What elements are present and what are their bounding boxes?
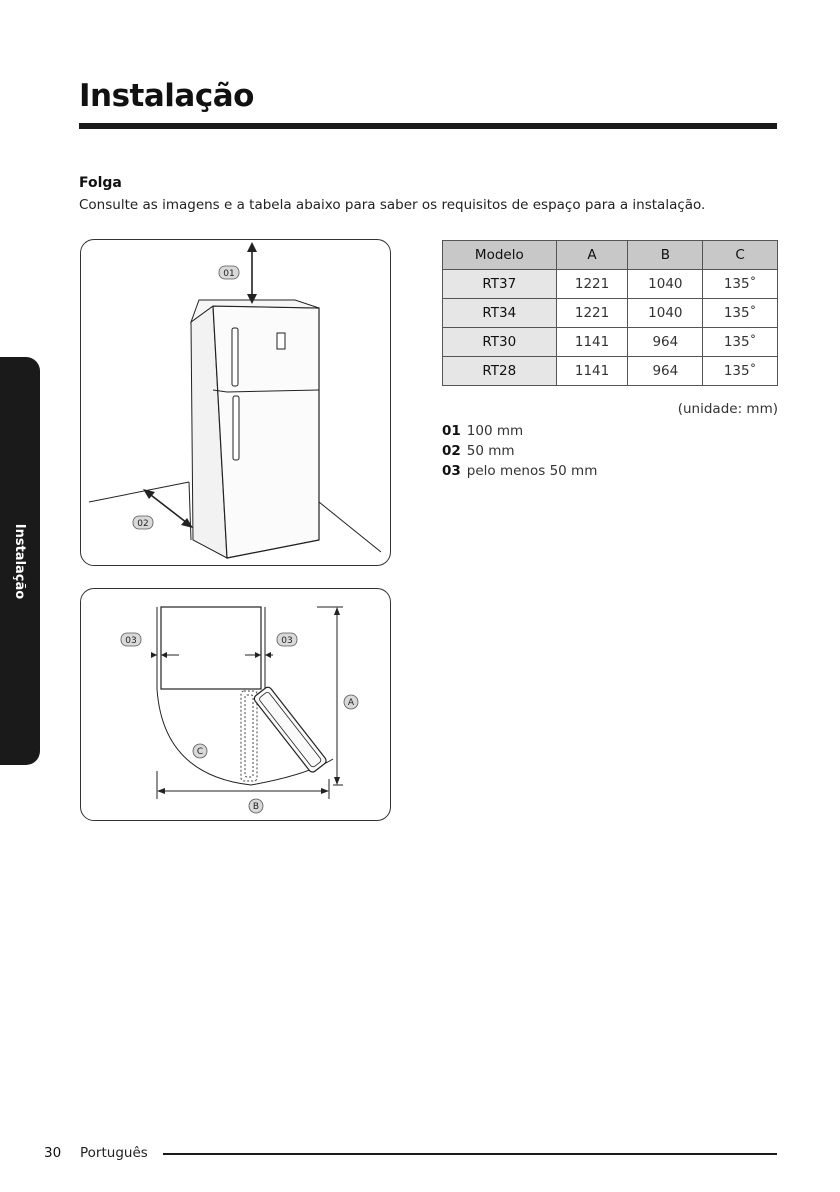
unit-note: (unidade: mm)	[677, 401, 778, 417]
table-cell: 135˚	[703, 328, 778, 357]
page-title: Instalação	[79, 78, 254, 114]
table-cell: 1141	[556, 357, 628, 386]
table-header-cell: A	[556, 241, 628, 270]
callout-badge-a	[344, 695, 358, 709]
table-cell: 135˚	[703, 270, 778, 299]
callout-badge-02	[133, 516, 153, 529]
section-heading: Folga	[79, 175, 122, 191]
table-cell-model: RT34	[443, 299, 557, 328]
table-row	[443, 357, 778, 386]
legend-key: 01	[442, 423, 461, 439]
table-cell: 135˚	[703, 357, 778, 386]
svg-text:01: 01	[223, 269, 235, 279]
table-cell: 1221	[556, 270, 628, 299]
clearance-table	[442, 240, 778, 386]
table-cell-model: RT37	[443, 270, 557, 299]
table-cell-model: RT30	[443, 328, 557, 357]
table-header-cell: C	[703, 241, 778, 270]
table-header-cell: Modelo	[443, 241, 557, 270]
fridge-perspective-illustration	[81, 240, 390, 565]
callout-badge-03-right	[277, 633, 297, 646]
table-cell: 1040	[628, 270, 703, 299]
svg-text:03: 03	[125, 636, 137, 646]
svg-text:B: B	[252, 802, 260, 812]
table-header-cell: B	[628, 241, 703, 270]
table-cell: 964	[628, 357, 703, 386]
svg-text:A: A	[347, 698, 355, 708]
callout-badge-01	[219, 266, 239, 279]
table-header-row	[443, 241, 778, 270]
table-row	[443, 328, 778, 357]
legend-key: 02	[442, 443, 461, 459]
clearance-figure-perspective	[80, 239, 391, 566]
legend-key: 03	[442, 463, 461, 479]
legend	[442, 421, 597, 481]
callout-badge-c	[193, 744, 207, 758]
svg-text:03: 03	[281, 636, 293, 646]
table-cell: 135˚	[703, 299, 778, 328]
clearance-figure-plan	[80, 588, 391, 821]
title-rule	[79, 123, 777, 129]
table-cell: 964	[628, 328, 703, 357]
svg-text:C: C	[196, 747, 204, 757]
side-tab-label: Instalação	[12, 523, 28, 599]
callout-badge-b	[249, 799, 263, 813]
intro-text: Consulte as imagens e a tabela abaixo para saber os requisitos de espaço para a instalação.	[79, 197, 706, 213]
table-row	[443, 270, 778, 299]
callout-badge-03-left	[121, 633, 141, 646]
footer-rule	[163, 1153, 777, 1155]
table-cell: 1141	[556, 328, 628, 357]
legend-text: pelo menos 50 mm	[466, 463, 598, 479]
page-number: 30	[44, 1145, 62, 1161]
fridge-plan-illustration	[81, 589, 390, 820]
legend-text: 50 mm	[466, 443, 515, 459]
side-tab-label-wrap	[0, 357, 40, 765]
legend-text: 100 mm	[466, 423, 524, 439]
table-row	[443, 299, 778, 328]
table-cell: 1040	[628, 299, 703, 328]
legend-item	[442, 461, 597, 481]
table-cell-model: RT28	[443, 357, 557, 386]
svg-text:02: 02	[137, 519, 149, 529]
legend-item	[442, 441, 597, 461]
legend-item	[442, 421, 597, 441]
footer-language: Português	[80, 1145, 148, 1161]
table-cell: 1221	[556, 299, 628, 328]
